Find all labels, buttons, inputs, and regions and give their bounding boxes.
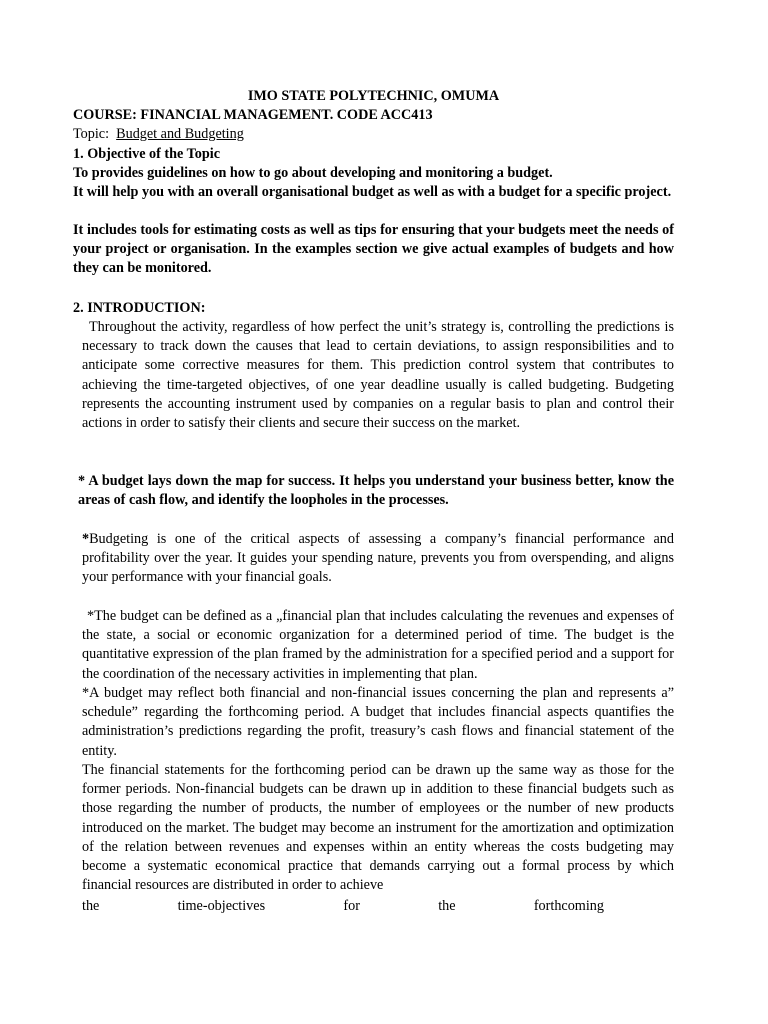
topic-line	[73, 125, 244, 144]
intro-paragraph: Throughout the activity, regardless of how perfect the unit’s strategy is, controlling the predictions is necessary to track down the causes that lead to certain deviations, to assign responsibilities and to anticipate some corrective measures for them. This prediction control system that contributes to achieving the time-targeted objectives, of one year deadline usually is called budgeting. Budgeting represents the accounting instrument used by companies on a regular basis to plan and control their actions in order to satisfy their clients and secure their success on the market.	[82, 319, 674, 432]
point-2	[82, 530, 674, 588]
section1-heading: 1. Objective of the Topic	[73, 146, 220, 162]
last-line	[82, 897, 604, 916]
bold-point	[78, 472, 674, 510]
institution-title: IMO STATE POLYTECHNIC, OMUMA	[247, 88, 500, 104]
objective-line-2: It will help you with an overall organisational budget as well as with a budget for a specific project.	[73, 184, 672, 200]
point-5: The financial statements for the forthcoming period can be drawn up the same way as those for the former periods. Non-financial budgets can be drawn up in addition to these financial budgets such as those regarding the number of products, the number of employees or the number of new products introduced on the market. The budget may become an instrument for the amortization and optimization of the relation between revenues and expenses within an entity whereas the costs budgeting may become a systematic economical practice that demands carrying out a formal process by which financial resources are distributed in order to achieve	[82, 762, 674, 894]
course-line: COURSE: FINANCIAL MANAGEMENT. CODE ACC413	[73, 107, 433, 123]
bold-point-text: * A budget lays down the map for success. It helps you understand your business better, know the areas of cash flow, and identify the loopholes in the processes.	[78, 473, 674, 509]
objective-line-1: To provides guidelines on how to go about developing and monitoring a budget.	[73, 165, 553, 181]
point-2-text: Budgeting is one of the critical aspects of assessing a company’s financial performance and profitability over the year. It guides your spending nature, prevents you from overspending, and aligns your performance with your financial goals.	[82, 531, 674, 586]
last-word-5: forthcoming	[533, 898, 604, 914]
last-word-3: for	[343, 898, 360, 914]
last-word-2: time-objectives	[177, 898, 266, 914]
point-4: *A budget may reflect both financial and non-financial issues concerning the plan and represents a” schedule” regarding the forthcoming period. A budget that includes financial aspects quantifies the administration’s predictions regarding the profit, treasury’s cash flows and financial statement of the entity.	[82, 685, 674, 759]
point-3: *The budget can be defined as a „financial plan that includes calculating the revenues and expenses of the state, a social or economic organization for a determined period of time. The budget is the quantitative expression of the plan framed by the administration for a specified period and a support for the coordination of the necessary activities in implementing that plan.	[82, 608, 674, 682]
section2-heading: 2. INTRODUCTION:	[73, 300, 206, 316]
objective-line-3: It includes tools for estimating costs as well as tips for ensuring that your budgets meet the needs of your project or organisation. In the examples section we give actual examples of budgets and how they can be monitored.	[73, 222, 674, 277]
last-word-1: the	[82, 898, 100, 914]
point-2-star: *	[82, 531, 90, 547]
topic-value: Budget and Budgeting	[116, 126, 244, 142]
last-word-4: the	[438, 898, 456, 914]
topic-label: Topic:	[73, 126, 110, 142]
